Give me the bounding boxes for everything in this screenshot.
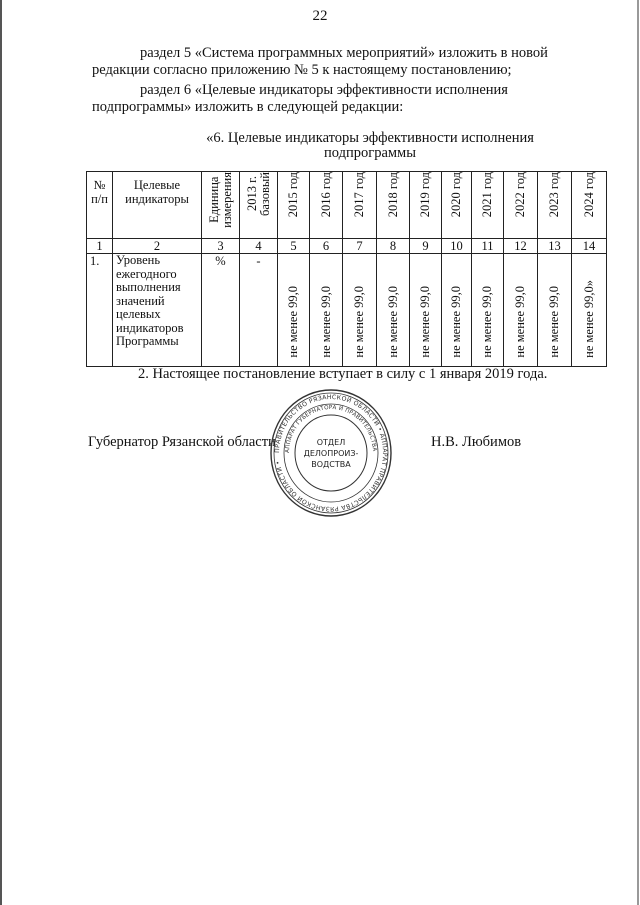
column-number: 5 bbox=[278, 239, 310, 254]
official-stamp bbox=[268, 387, 394, 519]
header-year: 2024 год bbox=[572, 172, 607, 239]
header-year: 2023 год bbox=[538, 172, 572, 239]
column-number: 4 bbox=[240, 239, 278, 254]
paragraph-section-5 bbox=[92, 45, 610, 79]
table-header-row bbox=[87, 172, 607, 239]
table-row bbox=[87, 254, 607, 367]
column-number: 7 bbox=[343, 239, 377, 254]
effective-date-paragraph: 2. Настоящее постановление вступает в силу с 1 января 2019 года. bbox=[138, 366, 548, 382]
indicators-table bbox=[86, 171, 607, 367]
row-year-value: не менее 99,0 bbox=[410, 254, 442, 367]
paragraph-line: раздел 5 «Система программных мероприятий» изложить в новой bbox=[140, 45, 548, 61]
header-year: 2016 год bbox=[310, 172, 343, 239]
column-number: 11 bbox=[472, 239, 504, 254]
paragraph-line: подпрограммы» изложить в следующей редакции: bbox=[92, 99, 404, 115]
paragraph-line: раздел 6 «Целевые индикаторы эффективности исполнения bbox=[140, 82, 508, 98]
row-year-value: не менее 99,0 bbox=[442, 254, 472, 367]
header-base-year: 2013 г. базовый bbox=[240, 172, 278, 239]
row-base-value: - bbox=[240, 254, 278, 367]
stamp-seal-icon bbox=[268, 387, 394, 519]
header-year: 2017 год bbox=[343, 172, 377, 239]
paragraph-section-6 bbox=[92, 82, 610, 116]
header-year: 2015 год bbox=[278, 172, 310, 239]
signatory-position: Губернатор Рязанской области bbox=[88, 434, 276, 450]
signatory-name: Н.В. Любимов bbox=[431, 434, 522, 450]
row-unit: % bbox=[202, 254, 240, 367]
row-year-value: не менее 99,0» bbox=[572, 254, 607, 367]
column-number: 2 bbox=[113, 239, 202, 254]
column-number: 13 bbox=[538, 239, 572, 254]
section-title-line: подпрограммы bbox=[324, 145, 416, 161]
column-number: 6 bbox=[310, 239, 343, 254]
column-number: 8 bbox=[377, 239, 410, 254]
row-year-value: не менее 99,0 bbox=[538, 254, 572, 367]
column-number: 1 bbox=[87, 239, 113, 254]
column-number-row bbox=[87, 239, 607, 254]
section-title-line: «6. Целевые индикаторы эффективности исполнения bbox=[206, 130, 534, 146]
paragraph-line: редакции согласно приложению № 5 к настоящему постановлению; bbox=[92, 62, 512, 78]
header-unit: Единица измерения bbox=[202, 172, 240, 239]
stamp-outer-text: ПРАВИТЕЛЬСТВО РЯЗАНСКОЙ ОБЛАСТИ • АППАРАТ ПРАВИТЕЛЬСТВА РЯЗАНСКОЙ ОБЛАСТИ • bbox=[273, 393, 389, 513]
header-year: 2018 год bbox=[377, 172, 410, 239]
header-year: 2022 год bbox=[504, 172, 538, 239]
page-right-edge bbox=[637, 0, 639, 905]
row-number: 1. bbox=[87, 254, 113, 367]
header-year: 2021 год bbox=[472, 172, 504, 239]
stamp-inner-text: АППАРАТ ГУБЕРНАТОРА И ПРАВИТЕЛЬСТВА bbox=[284, 404, 378, 454]
stamp-center-line: ОТДЕЛ bbox=[316, 438, 346, 447]
column-number: 10 bbox=[442, 239, 472, 254]
row-year-value: не менее 99,0 bbox=[310, 254, 343, 367]
header-number: № п/п bbox=[87, 172, 113, 239]
row-indicator-name: Уровень ежегодного выполнения значений целевых индикаторов Программы bbox=[113, 254, 202, 367]
header-year: 2020 год bbox=[442, 172, 472, 239]
header-indicator: Целевые индикаторы bbox=[113, 172, 202, 239]
column-number: 12 bbox=[504, 239, 538, 254]
row-year-value: не менее 99,0 bbox=[278, 254, 310, 367]
row-year-value: не менее 99,0 bbox=[343, 254, 377, 367]
column-number: 14 bbox=[572, 239, 607, 254]
section-title bbox=[150, 131, 590, 161]
row-year-value: не менее 99,0 bbox=[377, 254, 410, 367]
page-number: 22 bbox=[312, 8, 328, 24]
row-year-value: не менее 99,0 bbox=[504, 254, 538, 367]
header-year: 2019 год bbox=[410, 172, 442, 239]
column-number: 3 bbox=[202, 239, 240, 254]
row-year-value: не менее 99,0 bbox=[472, 254, 504, 367]
stamp-center-line: ДЕЛОПРОИЗ- bbox=[303, 449, 359, 458]
stamp-center-line: ВОДСТВА bbox=[311, 460, 351, 469]
page-left-edge bbox=[0, 0, 2, 905]
column-number: 9 bbox=[410, 239, 442, 254]
